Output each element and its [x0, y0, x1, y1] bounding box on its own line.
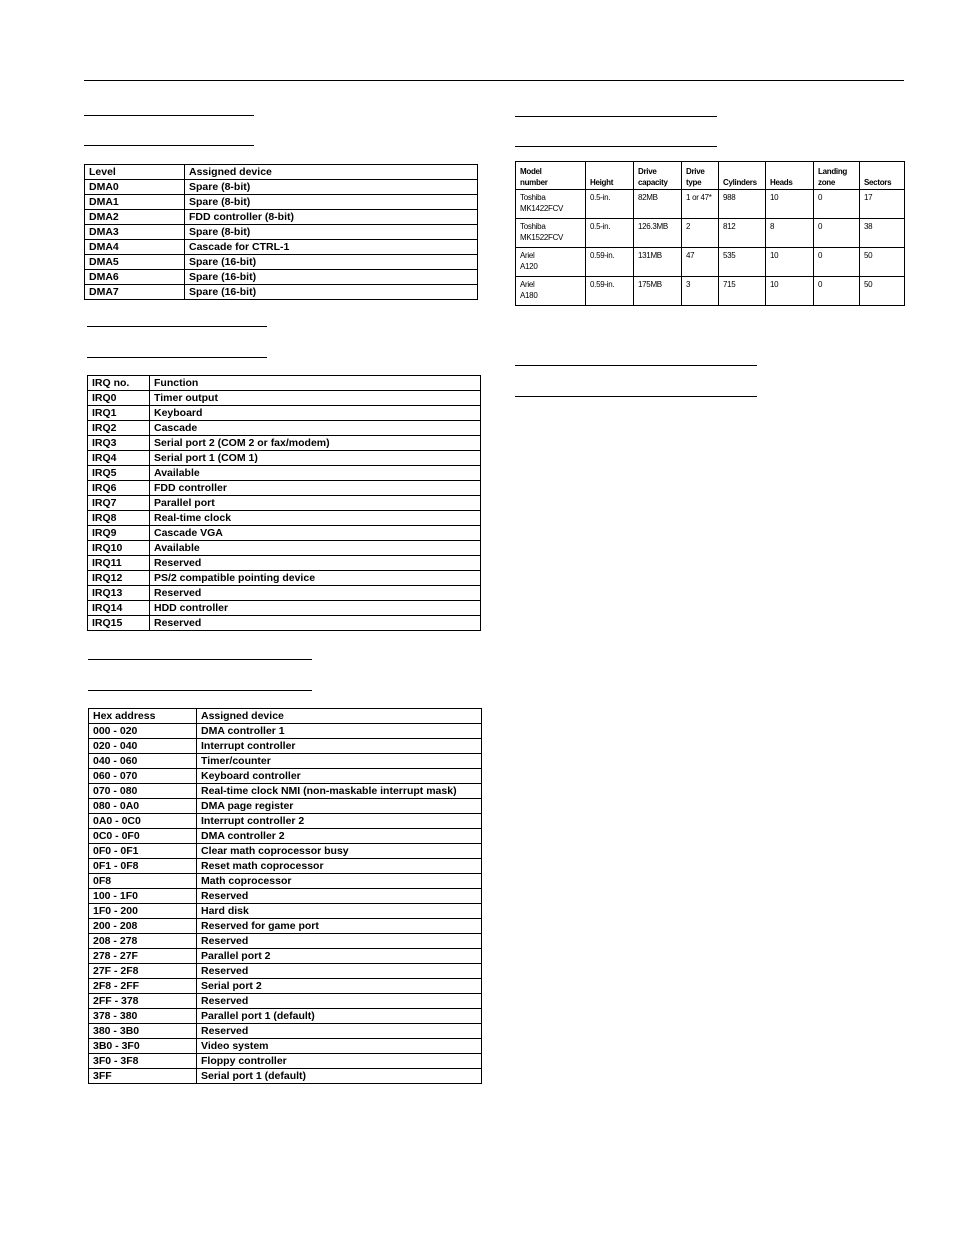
table-row [88, 541, 481, 556]
cell-assigned-device: Reserved [197, 889, 482, 904]
cell-hex-address: 100 - 1F0 [89, 889, 197, 904]
cell-assigned-device: Math coprocessor [197, 874, 482, 889]
cell-hex-address: 27F - 2F8 [89, 964, 197, 979]
column-header-landing-zone [814, 162, 860, 190]
cell-line: MK1522FCV [520, 233, 564, 242]
cell-line [818, 232, 859, 243]
cell-line [638, 203, 681, 214]
cell-assigned-device: Reserved for game port [197, 919, 482, 934]
table-row [516, 277, 905, 306]
cell-assigned-device: DMA controller 1 [197, 724, 482, 739]
cell-irq-no: IRQ13 [88, 586, 150, 601]
cell-line: 535 [723, 251, 736, 260]
table-row [88, 436, 481, 451]
cell-line [723, 290, 765, 301]
table-row [85, 180, 478, 195]
cell-irq-no: IRQ14 [88, 601, 150, 616]
table-row [85, 210, 478, 225]
cell-assigned-device: DMA page register [197, 799, 482, 814]
table-row [516, 248, 905, 277]
table-row [89, 799, 482, 814]
cell-heads [766, 190, 814, 219]
table-row [89, 874, 482, 889]
cell-drive-capacity [634, 277, 682, 306]
cell-line [590, 290, 633, 301]
table-row [89, 964, 482, 979]
cell-function: Serial port 1 (COM 1) [150, 451, 481, 466]
column-header-cylinders [719, 162, 766, 190]
column-header-heads [766, 162, 814, 190]
cell-assigned-device: Hard disk [197, 904, 482, 919]
cell-line [770, 203, 813, 214]
cell-landing-zone [814, 277, 860, 306]
table-row [89, 994, 482, 1009]
table-row [88, 406, 481, 421]
cell-hex-address: 2F8 - 2FF [89, 979, 197, 994]
cell-line: 0 [818, 193, 823, 202]
cell-irq-no: IRQ4 [88, 451, 150, 466]
cell-sectors [860, 190, 905, 219]
cell-irq-no: IRQ15 [88, 616, 150, 631]
cell-assigned-device: DMA controller 2 [197, 829, 482, 844]
header-line [864, 166, 904, 177]
cell-hex-address: 0C0 - 0F0 [89, 829, 197, 844]
table-row [89, 859, 482, 874]
cell-line: 38 [864, 222, 873, 231]
hdd-heading-line-2 [515, 146, 717, 147]
cell-hex-address: 208 - 278 [89, 934, 197, 949]
table-header-row [85, 165, 478, 180]
cell-line: 10 [770, 280, 779, 289]
cell-function: Parallel port [150, 496, 481, 511]
cell-hex-address: 080 - 0A0 [89, 799, 197, 814]
cell-line [723, 261, 765, 272]
cell-heads [766, 248, 814, 277]
table-row [85, 270, 478, 285]
cell-line [723, 232, 765, 243]
cell-drive-type [682, 219, 719, 248]
cell-sectors [860, 248, 905, 277]
cell-hex-address: 040 - 060 [89, 754, 197, 769]
table-header-row [88, 376, 481, 391]
cell-hex-address: 3B0 - 3F0 [89, 1039, 197, 1054]
cell-line: MK1422FCV [520, 204, 564, 213]
cell-line [638, 290, 681, 301]
table-row [85, 225, 478, 240]
hard-disk-table [515, 161, 905, 306]
table-row [89, 814, 482, 829]
header-line: capacity [638, 178, 668, 187]
table-row [85, 255, 478, 270]
cell-function: Reserved [150, 556, 481, 571]
cell-line: 131MB [638, 251, 662, 260]
cell-hex-address: 0F0 - 0F1 [89, 844, 197, 859]
header-line: zone [818, 178, 836, 187]
cell-line [864, 232, 904, 243]
cell-line [770, 232, 813, 243]
cell-hex-address: 3FF [89, 1069, 197, 1084]
cell-heads [766, 277, 814, 306]
cell-function: Timer output [150, 391, 481, 406]
table-row [88, 466, 481, 481]
table-row [89, 739, 482, 754]
table-row [88, 526, 481, 541]
cell-level: DMA6 [85, 270, 185, 285]
cell-drive-type [682, 190, 719, 219]
cell-function: Cascade [150, 421, 481, 436]
cell-line [686, 203, 718, 214]
cell-line: 175MB [638, 280, 662, 289]
cell-line: 3 [686, 280, 691, 289]
cell-assigned-device: Spare (16-bit) [185, 270, 478, 285]
cell-line [590, 232, 633, 243]
cell-hex-address: 060 - 070 [89, 769, 197, 784]
cell-assigned-device: Real-time clock NMI (non-maskable interrupt mask) [197, 784, 482, 799]
header-line: Drive [686, 167, 705, 176]
header-line: Model [520, 167, 542, 176]
table-row [89, 724, 482, 739]
cell-sectors [860, 219, 905, 248]
cell-level: DMA3 [85, 225, 185, 240]
cell-line: 0.5-in. [590, 222, 611, 231]
cell-irq-no: IRQ8 [88, 511, 150, 526]
table-row [89, 754, 482, 769]
cell-level: DMA5 [85, 255, 185, 270]
column-header-assigned-device: Assigned device [197, 709, 482, 724]
cell-height [586, 248, 634, 277]
cell-line: 1 or 47* [686, 193, 712, 202]
table-row [89, 979, 482, 994]
header-line: Landing [818, 167, 848, 176]
cell-assigned-device: Spare (16-bit) [185, 255, 478, 270]
table-row [89, 769, 482, 784]
column-header-drive-capacity [634, 162, 682, 190]
cell-line [818, 290, 859, 301]
cell-hex-address: 378 - 380 [89, 1009, 197, 1024]
cell-line [864, 261, 904, 272]
column-header-hex-address: Hex address [89, 709, 197, 724]
header-line: Height [590, 178, 614, 187]
cell-assigned-device: Video system [197, 1039, 482, 1054]
cell-line: 0 [818, 280, 823, 289]
column-header-irq-no: IRQ no. [88, 376, 150, 391]
right-heading-line-1 [515, 365, 757, 366]
cell-irq-no: IRQ11 [88, 556, 150, 571]
table-row [89, 1024, 482, 1039]
dma-heading-line-2 [84, 145, 254, 146]
right-heading-line-2 [515, 396, 757, 397]
irq-table [87, 375, 481, 631]
cell-landing-zone [814, 219, 860, 248]
hdd-table-header-row [516, 162, 905, 190]
header-line: Heads [770, 178, 793, 187]
cell-line [770, 290, 813, 301]
cell-irq-no: IRQ1 [88, 406, 150, 421]
cell-hex-address: 000 - 020 [89, 724, 197, 739]
cell-irq-no: IRQ3 [88, 436, 150, 451]
table-row [89, 904, 482, 919]
cell-line [818, 261, 859, 272]
cell-line: Toshiba [520, 193, 546, 202]
cell-assigned-device: FDD controller (8-bit) [185, 210, 478, 225]
table-row [88, 391, 481, 406]
header-line: type [686, 178, 702, 187]
dma-heading-line-1 [84, 115, 254, 116]
cell-line [590, 261, 633, 272]
cell-line: 0 [818, 222, 823, 231]
cell-line: 0 [818, 251, 823, 260]
cell-function: Keyboard [150, 406, 481, 421]
cell-assigned-device: Keyboard controller [197, 769, 482, 784]
cell-line: 47 [686, 251, 695, 260]
cell-hex-address: 0A0 - 0C0 [89, 814, 197, 829]
table-row [89, 1039, 482, 1054]
cell-hex-address: 070 - 080 [89, 784, 197, 799]
cell-irq-no: IRQ2 [88, 421, 150, 436]
table-row [516, 190, 905, 219]
cell-drive-capacity [634, 219, 682, 248]
cell-function: Real-time clock [150, 511, 481, 526]
io-heading-line-1 [88, 659, 312, 660]
table-row [88, 421, 481, 436]
cell-line: Ariel [520, 280, 535, 289]
cell-assigned-device: Cascade for CTRL-1 [185, 240, 478, 255]
cell-sectors [860, 277, 905, 306]
cell-function: Reserved [150, 586, 481, 601]
cell-function: Available [150, 541, 481, 556]
table-row [88, 571, 481, 586]
header-line [723, 166, 765, 177]
table-row [89, 949, 482, 964]
table-row [88, 481, 481, 496]
cell-model-number [516, 190, 586, 219]
cell-assigned-device: Parallel port 1 (default) [197, 1009, 482, 1024]
cell-model-number [516, 219, 586, 248]
cell-hex-address: 0F1 - 0F8 [89, 859, 197, 874]
table-row [85, 195, 478, 210]
irq-heading-line-1 [87, 326, 267, 327]
cell-assigned-device: Clear math coprocessor busy [197, 844, 482, 859]
cell-line: 715 [723, 280, 736, 289]
cell-irq-no: IRQ7 [88, 496, 150, 511]
column-header-sectors [860, 162, 905, 190]
cell-line: 8 [770, 222, 775, 231]
cell-line [686, 232, 718, 243]
cell-function: Serial port 2 (COM 2 or fax/modem) [150, 436, 481, 451]
column-header-height [586, 162, 634, 190]
cell-line: Ariel [520, 251, 535, 260]
cell-function: PS/2 compatible pointing device [150, 571, 481, 586]
cell-line: A180 [520, 291, 538, 300]
cell-height [586, 190, 634, 219]
cell-line: Toshiba [520, 222, 546, 231]
cell-assigned-device: Parallel port 2 [197, 949, 482, 964]
cell-assigned-device: Spare (8-bit) [185, 180, 478, 195]
dma-table-body [85, 180, 478, 300]
cell-line: 0.59-in. [590, 251, 615, 260]
table-row [89, 889, 482, 904]
cell-assigned-device: Serial port 2 [197, 979, 482, 994]
table-row [85, 285, 478, 300]
cell-assigned-device: Spare (8-bit) [185, 195, 478, 210]
cell-irq-no: IRQ6 [88, 481, 150, 496]
cell-irq-no: IRQ9 [88, 526, 150, 541]
cell-function: Cascade VGA [150, 526, 481, 541]
column-header-assigned-device: Assigned device [185, 165, 478, 180]
cell-line: 82MB [638, 193, 658, 202]
cell-line: 0.5-in. [590, 193, 611, 202]
cell-hex-address: 380 - 3B0 [89, 1024, 197, 1039]
dma-channel-table [84, 164, 478, 300]
table-row [89, 784, 482, 799]
cell-line: 126.3MB [638, 222, 668, 231]
io-address-table [88, 708, 482, 1084]
cell-assigned-device: Reserved [197, 1024, 482, 1039]
cell-model-number [516, 248, 586, 277]
column-header-function: Function [150, 376, 481, 391]
cell-assigned-device: Floppy controller [197, 1054, 482, 1069]
irq-table-body [88, 391, 481, 631]
cell-line: 812 [723, 222, 736, 231]
cell-irq-no: IRQ10 [88, 541, 150, 556]
cell-line [686, 261, 718, 272]
cell-hex-address: 2FF - 378 [89, 994, 197, 1009]
table-row [88, 616, 481, 631]
table-row [85, 240, 478, 255]
cell-line: 10 [770, 193, 779, 202]
cell-drive-type [682, 248, 719, 277]
cell-drive-type [682, 277, 719, 306]
table-row [88, 601, 481, 616]
hdd-table-body [516, 190, 905, 306]
table-row [88, 451, 481, 466]
table-row [89, 919, 482, 934]
cell-model-number [516, 277, 586, 306]
cell-irq-no: IRQ5 [88, 466, 150, 481]
cell-assigned-device: Interrupt controller 2 [197, 814, 482, 829]
cell-level: DMA2 [85, 210, 185, 225]
cell-assigned-device: Spare (16-bit) [185, 285, 478, 300]
cell-line: 50 [864, 251, 873, 260]
cell-assigned-device: Reserved [197, 994, 482, 1009]
table-row [89, 1009, 482, 1024]
column-header-model-number [516, 162, 586, 190]
cell-hex-address: 200 - 208 [89, 919, 197, 934]
cell-irq-no: IRQ0 [88, 391, 150, 406]
cell-assigned-device: Reserved [197, 964, 482, 979]
cell-function: FDD controller [150, 481, 481, 496]
cell-function: Available [150, 466, 481, 481]
cell-cylinders [719, 190, 766, 219]
page-top-rule [84, 80, 904, 81]
cell-line [818, 203, 859, 214]
cell-line: 0.59-in. [590, 280, 615, 289]
table-row [88, 511, 481, 526]
cell-assigned-device: Reset math coprocessor [197, 859, 482, 874]
table-row [89, 934, 482, 949]
cell-line [770, 261, 813, 272]
cell-line [864, 203, 904, 214]
cell-line [864, 290, 904, 301]
column-header-level: Level [85, 165, 185, 180]
irq-heading-line-2 [87, 357, 267, 358]
cell-line: 17 [864, 193, 873, 202]
io-table-body [89, 724, 482, 1084]
cell-line: 10 [770, 251, 779, 260]
hdd-heading-line-1 [515, 116, 717, 117]
cell-cylinders [719, 277, 766, 306]
cell-function: Reserved [150, 616, 481, 631]
table-row [516, 219, 905, 248]
cell-line: 2 [686, 222, 691, 231]
cell-level: DMA1 [85, 195, 185, 210]
cell-assigned-device: Timer/counter [197, 754, 482, 769]
cell-height [586, 219, 634, 248]
cell-assigned-device: Serial port 1 (default) [197, 1069, 482, 1084]
cell-hex-address: 278 - 27F [89, 949, 197, 964]
table-row [89, 829, 482, 844]
cell-cylinders [719, 219, 766, 248]
cell-cylinders [719, 248, 766, 277]
cell-line: 988 [723, 193, 736, 202]
header-line [770, 166, 813, 177]
cell-assigned-device: Spare (8-bit) [185, 225, 478, 240]
table-row [88, 586, 481, 601]
header-line: Drive [638, 167, 657, 176]
cell-line [590, 203, 633, 214]
table-row [89, 1054, 482, 1069]
cell-landing-zone [814, 248, 860, 277]
header-line [590, 166, 633, 177]
cell-function: HDD controller [150, 601, 481, 616]
cell-hex-address: 020 - 040 [89, 739, 197, 754]
cell-assigned-device: Interrupt controller [197, 739, 482, 754]
table-row [88, 556, 481, 571]
column-header-drive-type [682, 162, 719, 190]
table-row [89, 844, 482, 859]
cell-hex-address: 0F8 [89, 874, 197, 889]
table-header-row [89, 709, 482, 724]
cell-line [638, 261, 681, 272]
header-line: Cylinders [723, 178, 757, 187]
cell-drive-capacity [634, 190, 682, 219]
header-line: number [520, 178, 548, 187]
cell-height [586, 277, 634, 306]
table-row [89, 1069, 482, 1084]
cell-landing-zone [814, 190, 860, 219]
io-heading-line-2 [88, 690, 312, 691]
cell-hex-address: 3F0 - 3F8 [89, 1054, 197, 1069]
cell-line [686, 290, 718, 301]
cell-irq-no: IRQ12 [88, 571, 150, 586]
cell-line: 50 [864, 280, 873, 289]
cell-heads [766, 219, 814, 248]
table-row [88, 496, 481, 511]
cell-line [638, 232, 681, 243]
cell-level: DMA4 [85, 240, 185, 255]
cell-level: DMA7 [85, 285, 185, 300]
header-line: Sectors [864, 178, 892, 187]
cell-assigned-device: Reserved [197, 934, 482, 949]
cell-line: A120 [520, 262, 538, 271]
cell-hex-address: 1F0 - 200 [89, 904, 197, 919]
cell-drive-capacity [634, 248, 682, 277]
cell-line [723, 203, 765, 214]
cell-level: DMA0 [85, 180, 185, 195]
